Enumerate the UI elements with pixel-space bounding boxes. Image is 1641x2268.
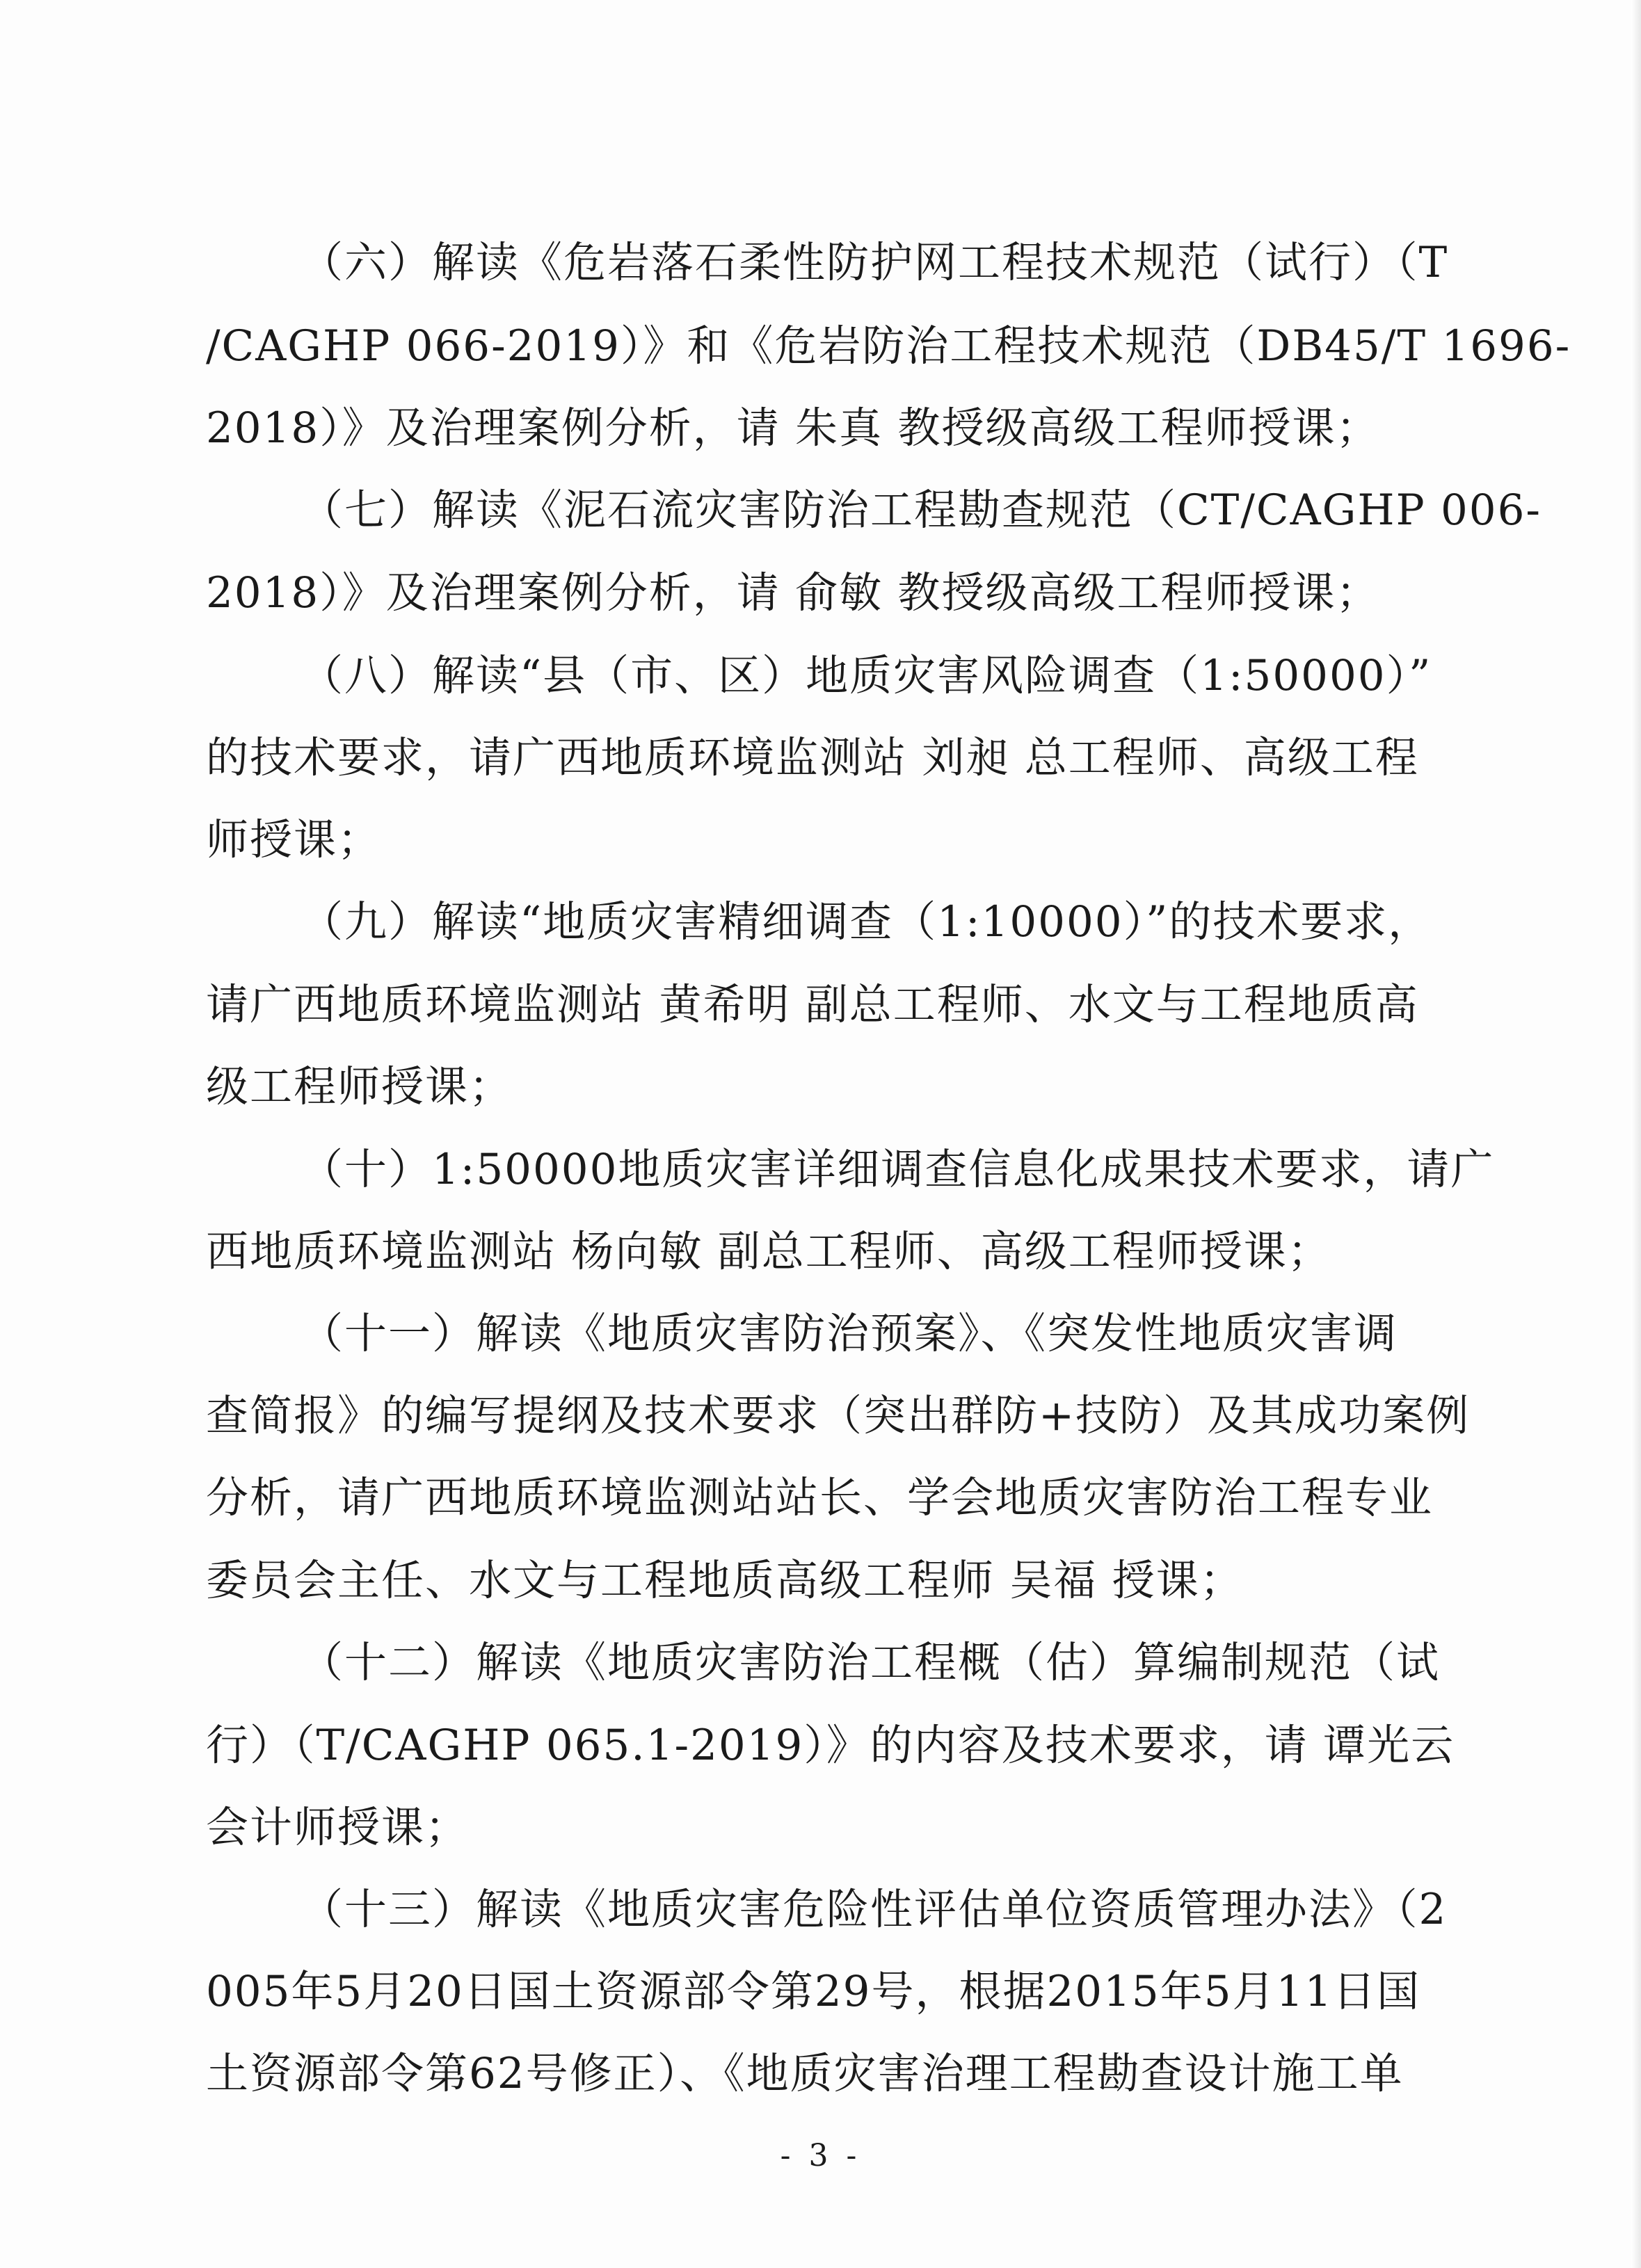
text-line: （九）解读“地质灾害精细调查（1:10000）”的技术要求，	[301, 897, 1432, 947]
text-line: （六）解读《危岩落石柔性防护网工程技术规范（试行）（T	[301, 238, 1449, 287]
text-line: 行）（T/CAGHP 065.1-2019）》的内容及技术要求，请 谭光云	[206, 1721, 1455, 1770]
page-number: - 3 -	[780, 2138, 861, 2173]
scan-edge	[1631, 0, 1641, 2268]
text-line: 2018）》及治理案例分析，请 俞敏 教授级高级工程师授课；	[206, 568, 1380, 618]
text-line: 师授课；	[206, 815, 382, 864]
text-line: 005年5月20日国土资源部令第29号，根据2015年5月11日国	[206, 1967, 1421, 2016]
text-line: （十二）解读《地质灾害防治工程概（估）算编制规范（试	[301, 1638, 1441, 1687]
text-line: /CAGHP 066-2019）》和《危岩防治工程技术规范（DB45/T 1696-	[206, 321, 1571, 371]
text-line: （七）解读《泥石流灾害防治工程勘查规范（CT/CAGHP 006-	[301, 485, 1542, 535]
text-line: 分析，请广西地质环境监测站站长、学会地质灾害防治工程专业	[206, 1473, 1434, 1522]
text-line: （十三）解读《地质灾害危险性评估单位资质管理办法》（2	[301, 1885, 1448, 1934]
text-line: （八）解读“县（市、区）地质灾害风险调查（1:50000）”	[301, 651, 1432, 700]
text-line: （十）1:50000地质灾害详细调查信息化成果技术要求，请广	[301, 1145, 1495, 1194]
text-line: 查简报》的编写提纲及技术要求（突出群防+技防）及其成功案例	[206, 1391, 1471, 1440]
text-line: 土资源部令第62号修正）、《地质灾害治理工程勘查设计施工单	[206, 2049, 1404, 2098]
text-line: 的技术要求，请广西地质环境监测站 刘昶 总工程师、高级工程	[206, 733, 1419, 782]
text-line: （十一）解读《地质灾害防治预案》、《突发性地质灾害调	[301, 1309, 1398, 1358]
text-line: 西地质环境监测站 杨向敏 副总工程师、高级工程师授课；	[206, 1227, 1331, 1276]
text-line: 请广西地质环境监测站 黄希明 副总工程师、水文与工程地质高	[206, 980, 1419, 1029]
text-line: 委员会主任、水文与工程地质高级工程师 吴福 授课；	[206, 1556, 1244, 1605]
text-line: 级工程师授课；	[206, 1062, 513, 1111]
text-line: 2018）》及治理案例分析，请 朱真 教授级高级工程师授课；	[206, 403, 1380, 453]
text-line: 会计师授课；	[206, 1803, 470, 1852]
